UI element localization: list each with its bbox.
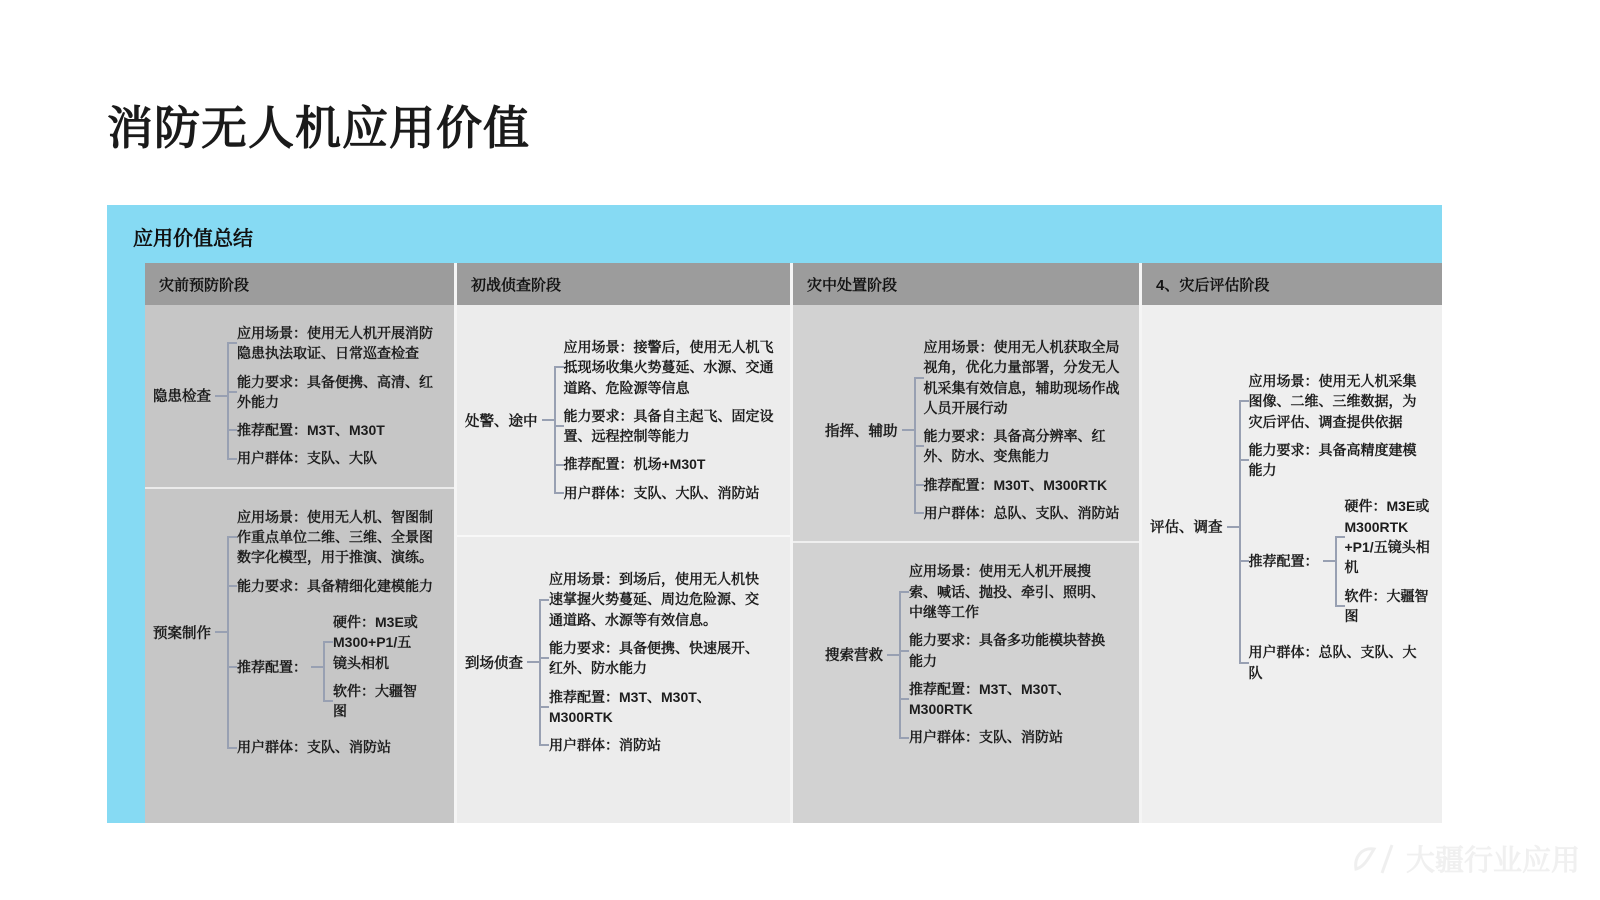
connector-line	[1323, 560, 1335, 562]
connector-line	[527, 661, 539, 663]
tree-branch	[333, 681, 419, 722]
branch-group	[1239, 363, 1439, 691]
phase-column-3	[793, 263, 1139, 823]
branch-text: 应用场景：到场后，使用无人机快速掌握火势蔓延、周边危险源、交通道路、水源等有效信息。	[549, 571, 759, 628]
tree-branch	[564, 483, 787, 503]
tree-branch	[1249, 488, 1439, 634]
tree-node	[1142, 353, 1442, 701]
connector-line	[215, 631, 227, 633]
phase-column-body	[1142, 305, 1442, 823]
phase-column-body	[145, 305, 454, 823]
watermark-logo-icon	[1352, 839, 1398, 879]
branch-text: 用户群体：支队、大队	[237, 450, 377, 467]
branch-text: 应用场景：接警后，使用无人机飞抵现场收集火势蔓延、水源、交通道路、危险源等信息	[563, 339, 774, 396]
tree-branch	[909, 561, 1135, 622]
tree-node-label: 搜索营救	[825, 648, 883, 665]
tree-branch	[909, 630, 1135, 671]
page-title: 消防无人机应用价值	[107, 102, 530, 154]
connector-line	[311, 666, 323, 668]
tree-branch	[564, 454, 787, 474]
branch-text: 硬件：M3E或M300+P1/五镜头相机	[333, 613, 418, 671]
tree-branch	[1249, 371, 1439, 432]
tree-branch	[924, 503, 1136, 523]
phase-column-header: 4、灾后评估阶段	[1142, 263, 1442, 305]
connector-vline	[1335, 537, 1337, 606]
tree-branch	[237, 323, 450, 364]
panel-title: 应用价值总结	[133, 228, 253, 250]
branch-text: 能力要求：具备精细化建模能力	[237, 577, 433, 594]
nested-config	[237, 604, 450, 729]
tree-branch	[237, 372, 450, 413]
branch-text: 用户群体：总队、支队、消防站	[923, 505, 1120, 522]
tree-branch	[549, 638, 786, 679]
connector-vline	[539, 600, 541, 746]
tree-branch	[549, 735, 786, 755]
tree-branch	[1249, 440, 1439, 481]
tree-branch	[909, 727, 1135, 747]
phase-column-1	[145, 263, 454, 823]
branch-text: 用户群体：支队、消防站	[909, 729, 1063, 746]
nested-config	[1249, 488, 1439, 634]
branch-text: 应用场景：使用无人机开展消防隐患执法取证、日常巡查检查	[237, 325, 433, 362]
branch-text: 硬件：M3E或 M300RTK +P1/五镜头相机	[1344, 498, 1430, 576]
connector-line	[542, 419, 554, 421]
branch-group	[1335, 488, 1431, 634]
connector-vline	[914, 378, 916, 514]
tree-node-label: 到场侦查	[465, 655, 523, 672]
phase-column-header: 灾中处置阶段	[793, 263, 1139, 305]
connector-vline	[323, 642, 325, 701]
tree-branch	[237, 737, 450, 757]
tree-branch	[549, 687, 786, 728]
phase-column-4	[1142, 263, 1442, 823]
phase-column-header: 灾前预防阶段	[145, 263, 454, 305]
tree-branch	[564, 337, 787, 398]
tree-node	[457, 535, 790, 773]
tree-branch	[1249, 642, 1439, 683]
phase-column-2	[457, 263, 790, 823]
tree-branch	[1345, 496, 1431, 577]
branch-text: 能力要求：具备便携、快速展开、红外、防水能力	[549, 639, 759, 677]
branch-group	[554, 329, 787, 511]
tree-node-label: 评估、调查	[1150, 520, 1223, 537]
branch-text: 用户群体：总队、支队、大队	[1248, 644, 1417, 681]
phase-column-header: 初战侦查阶段	[457, 263, 790, 305]
branch-group	[899, 553, 1135, 755]
branch-text: 推荐配置：M3T、M30T、M300RTK	[909, 680, 1071, 718]
branch-text: 能力要求：具备高精度建模能力	[1248, 441, 1417, 479]
branch-text: 用户群体：支队、大队、消防站	[563, 484, 760, 501]
branch-text: 能力要求：具备自主起飞、固定设置、远程控制等能力	[563, 407, 774, 445]
connector-vline	[227, 344, 229, 459]
tree-branch	[237, 576, 450, 596]
tree-branch	[1345, 586, 1431, 627]
tree-node-label: 隐患检查	[153, 389, 211, 406]
connector-vline	[1239, 402, 1241, 663]
branch-text: 推荐配置：	[237, 658, 307, 675]
branch-group	[323, 604, 419, 729]
tree-branch	[909, 679, 1135, 720]
tree-node	[457, 319, 790, 535]
tree-branch	[237, 420, 450, 440]
watermark-text: 大疆行业应用	[1406, 845, 1581, 877]
branch-text: 用户群体：支队、消防站	[237, 739, 391, 756]
branch-text: 推荐配置：M30T、M300RTK	[923, 476, 1108, 493]
branch-text: 推荐配置：M3T、M30T	[237, 422, 385, 439]
connector-vline	[899, 592, 901, 738]
tree-node	[793, 541, 1139, 765]
connector-line	[1227, 526, 1239, 528]
branch-text: 能力要求：具备多功能模块替换能力	[909, 632, 1105, 669]
tree-branch	[924, 426, 1136, 467]
tree-branch	[924, 337, 1136, 418]
phase-column-body	[457, 305, 790, 823]
branch-group	[539, 561, 786, 763]
tree-branch	[237, 604, 450, 729]
phase-column-body	[793, 305, 1139, 823]
tree-branch	[237, 507, 450, 568]
branch-text: 用户群体：消防站	[549, 737, 661, 754]
connector-vline	[554, 368, 556, 494]
connector-line	[887, 654, 899, 656]
tree-node-label: 指挥、辅助	[825, 423, 898, 440]
summary-panel	[107, 205, 1442, 823]
branch-text: 应用场景：使用无人机获取全局视角，优化力量部署，分发无人机采集有效信息，辅助现场作战人员开展行动	[923, 339, 1120, 416]
tree-branch	[924, 475, 1136, 495]
phase-columns	[145, 263, 1442, 823]
branch-group	[227, 499, 450, 766]
branch-group	[227, 315, 450, 477]
branch-group	[914, 329, 1136, 531]
branch-text: 软件：大疆智图	[1344, 587, 1429, 624]
connector-line	[215, 395, 227, 397]
tree-branch	[333, 612, 419, 673]
connector-vline	[227, 537, 229, 748]
branch-text: 软件：大疆智图	[333, 682, 417, 720]
tree-node-label: 处警、途中	[465, 413, 538, 430]
tree-branch	[237, 448, 450, 468]
branch-text: 应用场景：使用无人机采集图像、二维、三维数据，为灾后评估、调查提供依据	[1248, 373, 1417, 430]
branch-text: 推荐配置：M3T、M30T、M300RTK	[549, 688, 711, 725]
branch-text: 能力要求：具备高分辨率、红外、防水、变焦能力	[923, 428, 1106, 465]
branch-text: 能力要求：具备便携、高清、红外能力	[237, 373, 433, 410]
tree-node	[145, 487, 454, 776]
watermark	[1352, 838, 1580, 879]
tree-branch	[564, 406, 787, 447]
branch-text: 应用场景：使用无人机开展搜索、喊话、抛投、牵引、照明、中继等工作	[909, 563, 1105, 620]
branch-text: 推荐配置：	[1248, 553, 1319, 570]
tree-branch	[549, 569, 786, 630]
branch-text: 应用场景：使用无人机、智图制作重点单位二维、三维、全景图数字化模型，用于推演、演练。	[237, 508, 433, 566]
connector-line	[902, 429, 914, 431]
tree-node-label: 预案制作	[153, 625, 211, 642]
tree-node	[145, 305, 454, 487]
branch-text: 推荐配置：机场+M30T	[563, 456, 706, 473]
tree-node	[793, 319, 1139, 541]
